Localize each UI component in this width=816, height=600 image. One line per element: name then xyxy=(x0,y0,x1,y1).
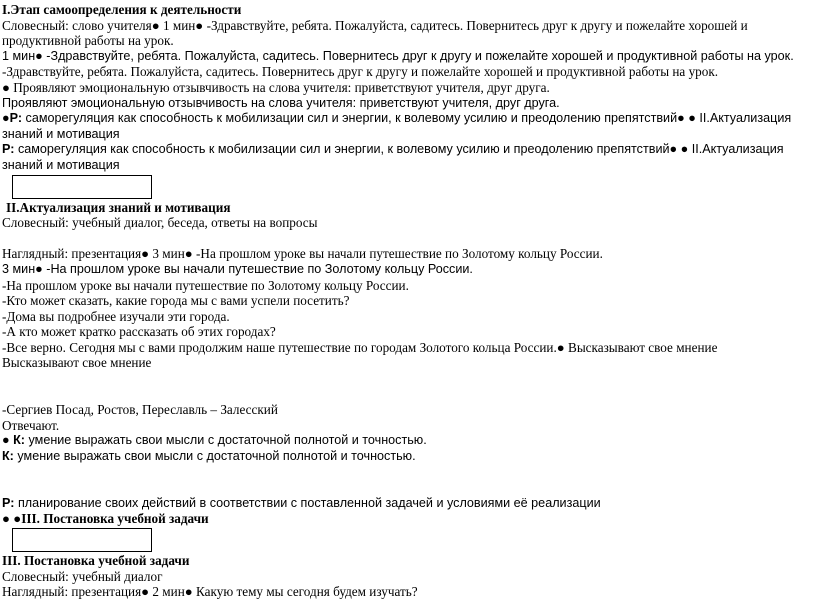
spacer xyxy=(2,387,816,403)
text-line: -Дома вы подробнее изучали эти города. xyxy=(2,308,230,324)
section-heading-2: II.Актуализация знаний и мотивация xyxy=(6,199,231,215)
text-line: Наглядный: презентация● 3 мин● -На прошлом уроке вы начали путешествие по Золотому кольцу России. xyxy=(2,246,603,262)
text-line xyxy=(2,111,802,142)
text-line xyxy=(2,496,816,512)
text-line: -А кто может кратко рассказать об этих городах? xyxy=(2,324,276,340)
text-line xyxy=(2,449,816,465)
uud-text: планирование своих действий в соответствии с поставленной задачей и условиями её реализации xyxy=(17,495,601,510)
text-line xyxy=(2,262,816,278)
uud-text: умение выражать свои мысли с достаточной полнотой и точностью. xyxy=(17,449,416,464)
teacher-speech: -Здравствуйте, ребята. Пожалуйста, садитесь. Повернитесь друг к другу и пожелайте хорошей и продуктивной работы на урок. xyxy=(46,48,794,63)
section-heading-3: III. Постановка учебной задачи xyxy=(2,553,190,568)
empty-box xyxy=(12,528,152,552)
section-heading-1: I.Этап самоопределения к деятельности xyxy=(2,2,242,17)
time-label: 1 мин● xyxy=(2,48,47,63)
text-line xyxy=(2,142,802,173)
text-line: Словесный: учебный диалог xyxy=(2,568,163,584)
text-line: Высказывают свое мнение xyxy=(2,355,152,371)
text-line: Наглядный: презентация● 2 мин● Какую тему мы сегодня будем изучать? xyxy=(2,584,418,600)
text-line: ● Проявляют эмоциональную отзывчивость на слова учителя: приветствуют учителя, друг друга. xyxy=(2,79,550,95)
time-label: 3 мин● xyxy=(2,261,47,276)
uud-text: саморегуляция как способность к мобилизации сил и энергии, к волевому усилию и преодолению препятствий● ● II.Актуализация знаний и мотивация xyxy=(2,142,784,172)
uud-label: ●Р: xyxy=(2,111,26,126)
text-line: Словесный: учебный диалог, беседа, ответы на вопросы xyxy=(2,215,318,231)
spacer xyxy=(2,231,816,247)
text-line: -Кто может сказать, какие города мы с вами успели посетить? xyxy=(2,293,350,309)
uud-text: умение выражать свои мысли с достаточной полнотой и точностью. xyxy=(28,433,427,448)
uud-label: К: xyxy=(2,449,18,464)
spacer xyxy=(2,480,816,496)
text-line: -Сергиев Посад, Ростов, Переславль – Залесский xyxy=(2,402,278,418)
text-line xyxy=(2,433,816,449)
text-line: ● ●III. Постановка учебной задачи xyxy=(2,511,209,527)
uud-label: ● К: xyxy=(2,433,29,448)
empty-box xyxy=(12,175,152,199)
uud-label: Р: xyxy=(2,142,18,157)
text-line: Отвечают. xyxy=(2,417,60,433)
spacer xyxy=(2,371,816,387)
teacher-speech: -На прошлом уроке вы начали путешествие по Золотому кольцу России. xyxy=(46,261,473,276)
uud-text: саморегуляция как способность к мобилизации сил и энергии, к волевому усилию и преодолению препятствий● ● II.Актуализация знаний и мотивация xyxy=(2,111,792,141)
text-line xyxy=(2,49,816,65)
uud-label: Р: xyxy=(2,495,18,510)
text-line: Словесный: слово учителя● 1 мин● -Здравствуйте, ребята. Пожалуйста, садитесь. Повернитесь друг к другу и пожелайте хорошей и продуктивной работы на урок. xyxy=(2,17,748,49)
text-line: Проявляют эмоциональную отзывчивость на слова учителя: приветствуют учителя, друг друга. xyxy=(2,95,560,110)
text-line: -Все верно. Сегодня мы с вами продолжим наше путешествие по городам Золотого кольца России.● Высказывают свое мнение xyxy=(2,339,718,355)
text-line: -Здравствуйте, ребята. Пожалуйста, садитесь. Повернитесь друг к другу и пожелайте хорошей и продуктивной работы на урок. xyxy=(2,64,719,80)
spacer xyxy=(2,465,816,481)
text-line: -На прошлом уроке вы начали путешествие по Золотому кольцу России. xyxy=(2,277,409,293)
